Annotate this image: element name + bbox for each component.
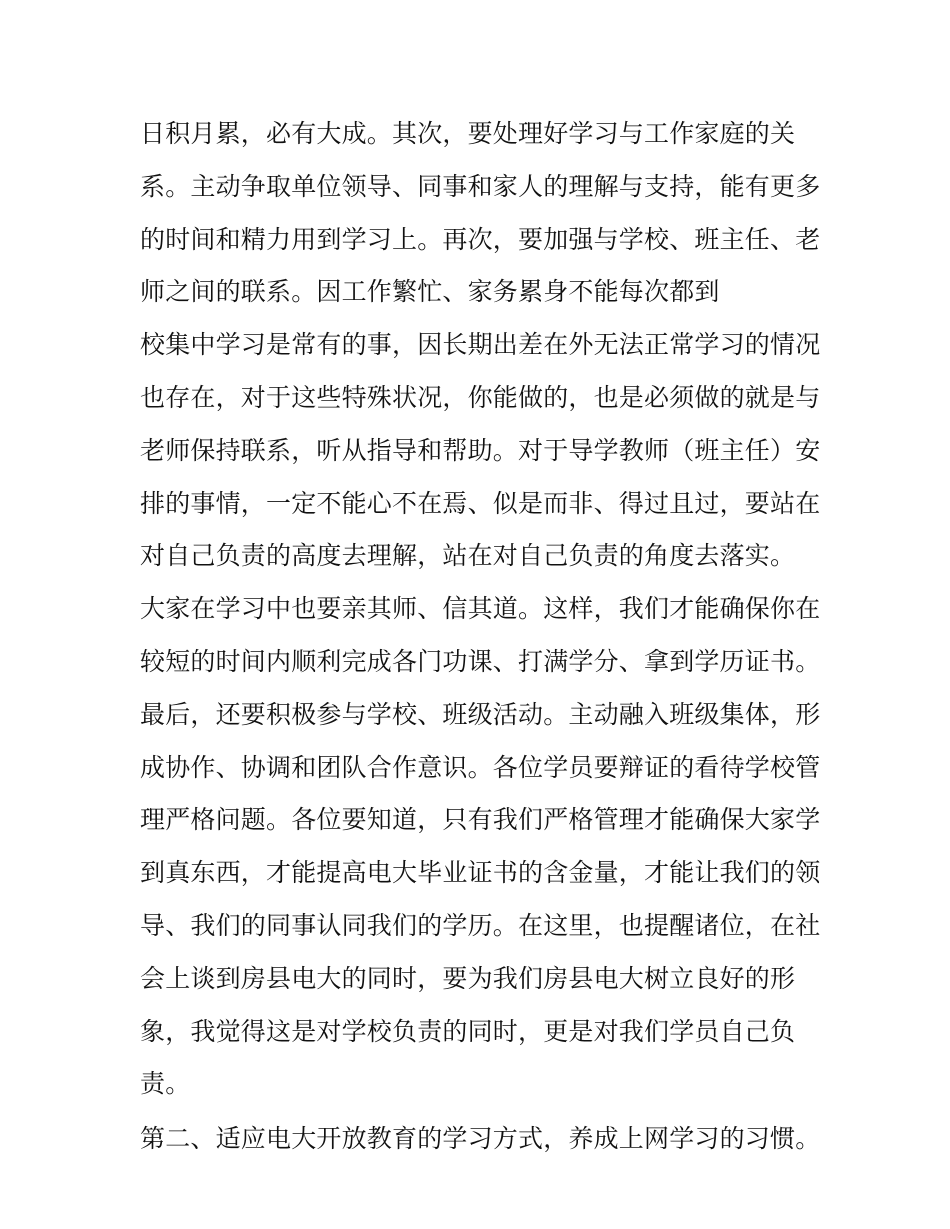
text-line: 系。主动争取单位领导、同事和家人的理解与支持，能有更多 [140,171,821,201]
text-line: 校集中学习是常有的事，因长期出差在外无法正常学习的情况 [140,330,821,360]
text-line: 成协作、协调和团队合作意识。各位学员要辩证的看待学校管 [140,752,821,782]
text-line: 最后，还要积极参与学校、班级活动。主动融入班级集体，形 [140,699,821,729]
section-heading: 第二、适应电大开放教育的学习方式，养成上网学习的习惯。 [140,1124,821,1154]
text-line: 对自己负责的高度去理解，站在对自己负责的角度去落实。 [140,541,796,571]
text-line: 会上谈到房县电大的同时，要为我们房县电大树立良好的形 [140,963,796,993]
text-line: 日积月累，必有大成。其次，要处理好学习与工作家庭的关 [140,119,796,148]
text-line: 象，我觉得这是对学校负责的同时，更是对我们学员自己负 [140,1016,796,1046]
text-line: 理严格问题。各位要知道，只有我们严格管理才能确保大家学 [140,805,821,835]
text-line: 也存在，对于这些特殊状况，你能做的，也是必须做的就是与 [140,382,821,412]
text-line: 的时间和精力用到学习上。再次，要加强与学校、班主任、老 [140,224,821,254]
text-line: 较短的时间内顺利完成各门功课、打满学分、拿到学历证书。 [140,646,821,676]
text-line: 老师保持联系，听从指导和帮助。对于导学教师（班主任）安 [140,435,821,465]
text-line: 到真东西，才能提高电大毕业证书的含金量，才能让我们的领 [140,858,821,888]
text-line: 导、我们的同事认同我们的学历。在这里，也提醒诸位，在社 [140,910,821,940]
body-text [140,108,820,1166]
text-line: 大家在学习中也要亲其师、信其道。这样，我们才能确保你在 [140,594,821,624]
text-line: 责。 [140,1069,191,1099]
text-line: 排的事情，一定不能心不在焉、似是而非、得过且过，要站在 [140,488,821,518]
text-line: 师之间的联系。因工作繁忙、家务累身不能每次都到 [140,277,720,307]
